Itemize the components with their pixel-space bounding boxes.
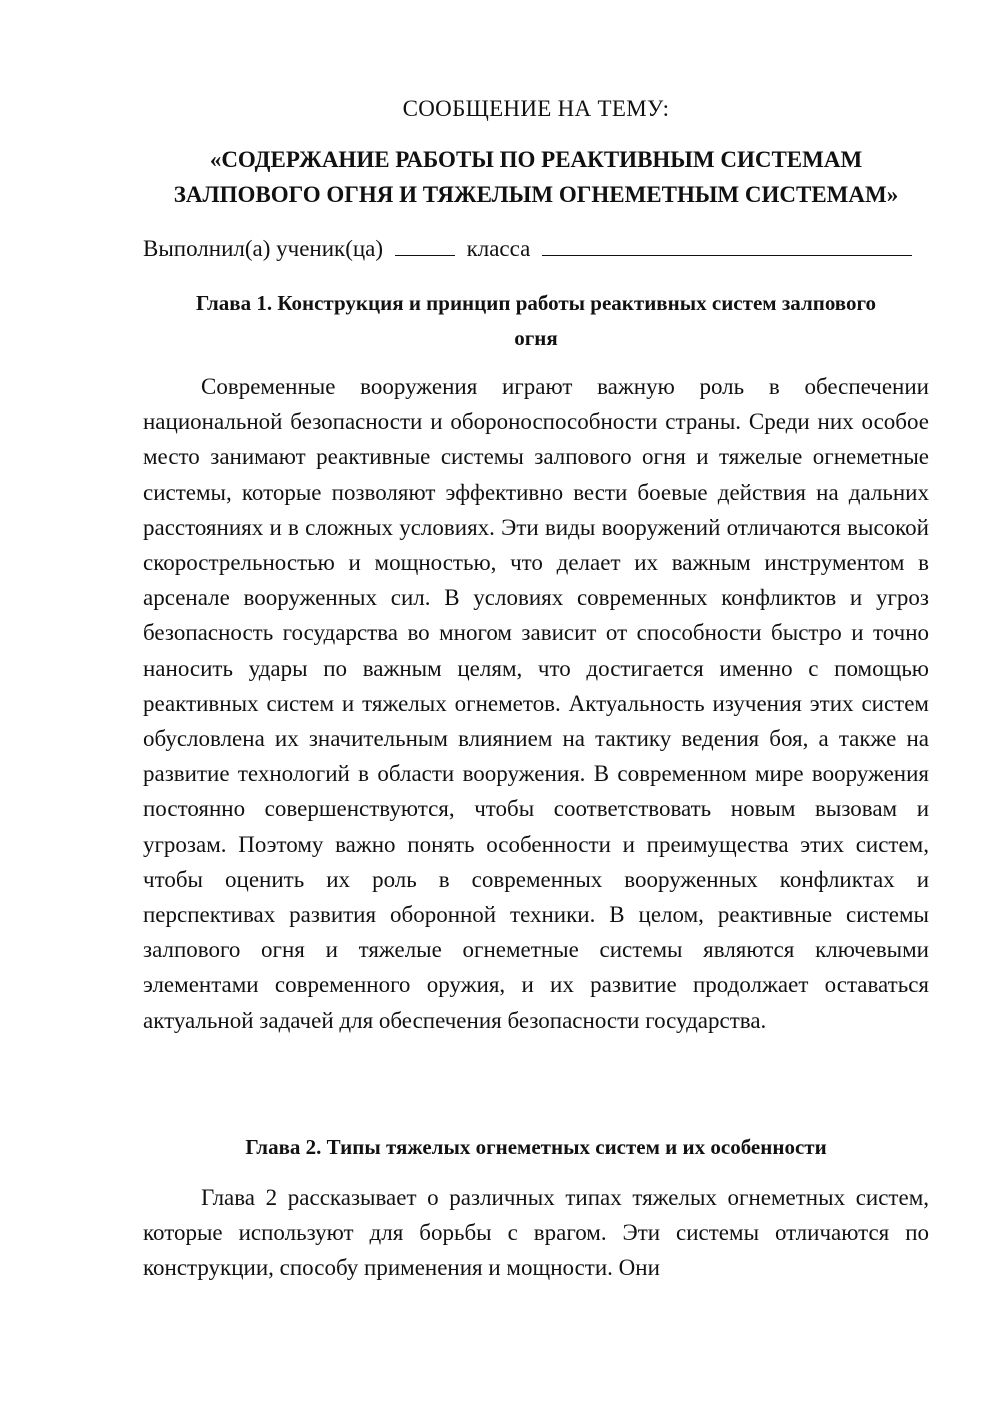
document-title-line-1: «СОДЕРЖАНИЕ РАБОТЫ ПО РЕАКТИВНЫМ СИСТЕМАМ (209, 147, 863, 172)
chapter-1-heading (143, 286, 929, 356)
chapter-2-heading-line-1: Глава 2. Типы тяжелых огнеметных систем и их особенности (245, 1135, 827, 1159)
chapter-1-heading-line-2: огня (514, 326, 558, 350)
document-title (143, 142, 929, 212)
performer-label: Выполнил(а) ученик(ца) (143, 236, 384, 261)
class-label: класса (466, 236, 531, 261)
chapter-2-heading (143, 1130, 929, 1165)
document-subtitle: СООБЩЕНИЕ НА ТЕМУ: (402, 96, 670, 121)
document-title-line-2: ЗАЛПОВОГО ОГНЯ И ТЯЖЕЛЫМ ОГНЕМЕТНЫМ СИСТЕМАМ» (173, 182, 899, 207)
performer-line (143, 233, 929, 264)
student-name-blank (542, 233, 912, 256)
chapter-2-paragraph: Глава 2 рассказывает о различных типах тяжелых огнеметных систем, которые используют для борьбы с врагом. Эти системы отличаются по конструкции, способу применения и мощности. Они (143, 1185, 929, 1281)
chapter-1-paragraph: Современные вооружения играют важную роль в обеспечении национальной безопасности и обороноспособности страны. Среди них особое место занимают реактивные системы залпового огня и тяжелые огнеметные системы, которые позволяют эффективно вести боевые действия на дальних расстояниях и в сложных условиях. Эти виды вооружений отличаются высокой скорострельностью и мощностью, что делает их важным инструментом в арсенале вооруженных сил. В условиях современных конфликтов и угроз безопасность государства во многом зависит от способности быстро и точно наносить удары по важным целям, что достигается именно с помощью реактивных систем и тяжелых огнеметов. Актуальность изучения этих систем обусловлена их значительным влиянием на тактику ведения боя, а также на развитие технологий в области вооружения. В современном мире вооружения постоянно совершенствуются, чтобы соответствовать новым вызовам и угрозам. Поэтому важно понять особенности и преимущества этих систем, чтобы оценить их роль в современных вооруженных конфликтах и перспективах развития оборонной техники. В целом, реактивные системы залпового огня и тяжелые огнеметные системы являются ключевыми элементами современного оружия, и их развитие продолжает оставаться актуальной задачей для обеспечения безопасности государства. (143, 374, 929, 1033)
chapter-1-heading-line-1: Глава 1. Конструкция и принцип работы реактивных систем залпового (195, 291, 877, 315)
class-number-blank (395, 233, 455, 256)
